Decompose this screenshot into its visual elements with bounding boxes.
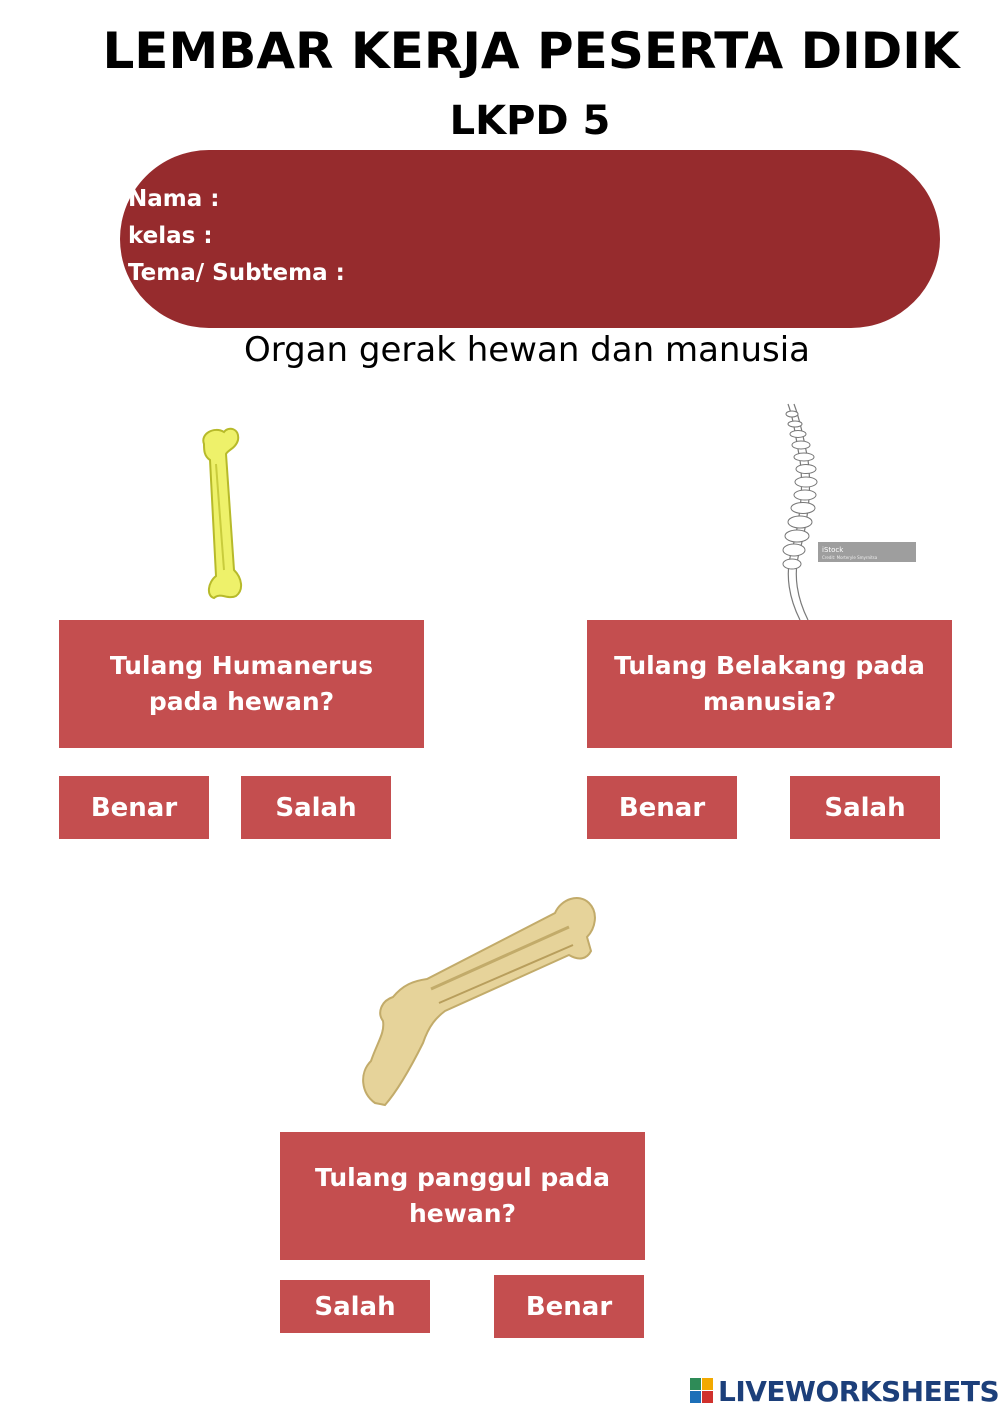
kelas-label: kelas :	[128, 223, 213, 249]
humerus-bone-image	[190, 420, 270, 605]
student-info-box	[120, 150, 940, 328]
answer-button-benar[interactable]: Benar	[587, 776, 737, 839]
answer-button-benar[interactable]: Benar	[59, 776, 209, 839]
spine-watermark-credit: Credit: Morteryle Smyrnitsa	[822, 555, 878, 560]
nama-label: Nama :	[128, 186, 220, 212]
answer-button-salah[interactable]: Salah	[241, 776, 391, 839]
worksheet-subtitle: LKPD 5	[449, 98, 611, 144]
question-card: Tulang Belakang pada manusia?	[587, 620, 952, 748]
liveworksheets-logo[interactable]	[690, 1374, 999, 1408]
liveworksheets-icon	[690, 1378, 714, 1404]
topic-heading: Organ gerak hewan dan manusia	[243, 330, 810, 370]
answer-button-salah[interactable]: Salah	[280, 1280, 430, 1333]
worksheet-title: LEMBAR KERJA PESERTA DIDIK	[102, 22, 960, 80]
brand-name: LIVEWORKSHEETS	[718, 1374, 999, 1408]
spine-image	[770, 400, 920, 622]
question-card: Tulang panggul pada hewan?	[280, 1132, 645, 1260]
tema-label: Tema/ Subtema :	[128, 260, 345, 286]
answer-button-salah[interactable]: Salah	[790, 776, 940, 839]
answer-button-benar[interactable]: Benar	[494, 1275, 644, 1338]
question-card: Tulang Humanerus pada hewan?	[59, 620, 424, 748]
spine-watermark-title: iStock	[822, 546, 844, 554]
radius-ulna-bone-image	[355, 893, 605, 1115]
